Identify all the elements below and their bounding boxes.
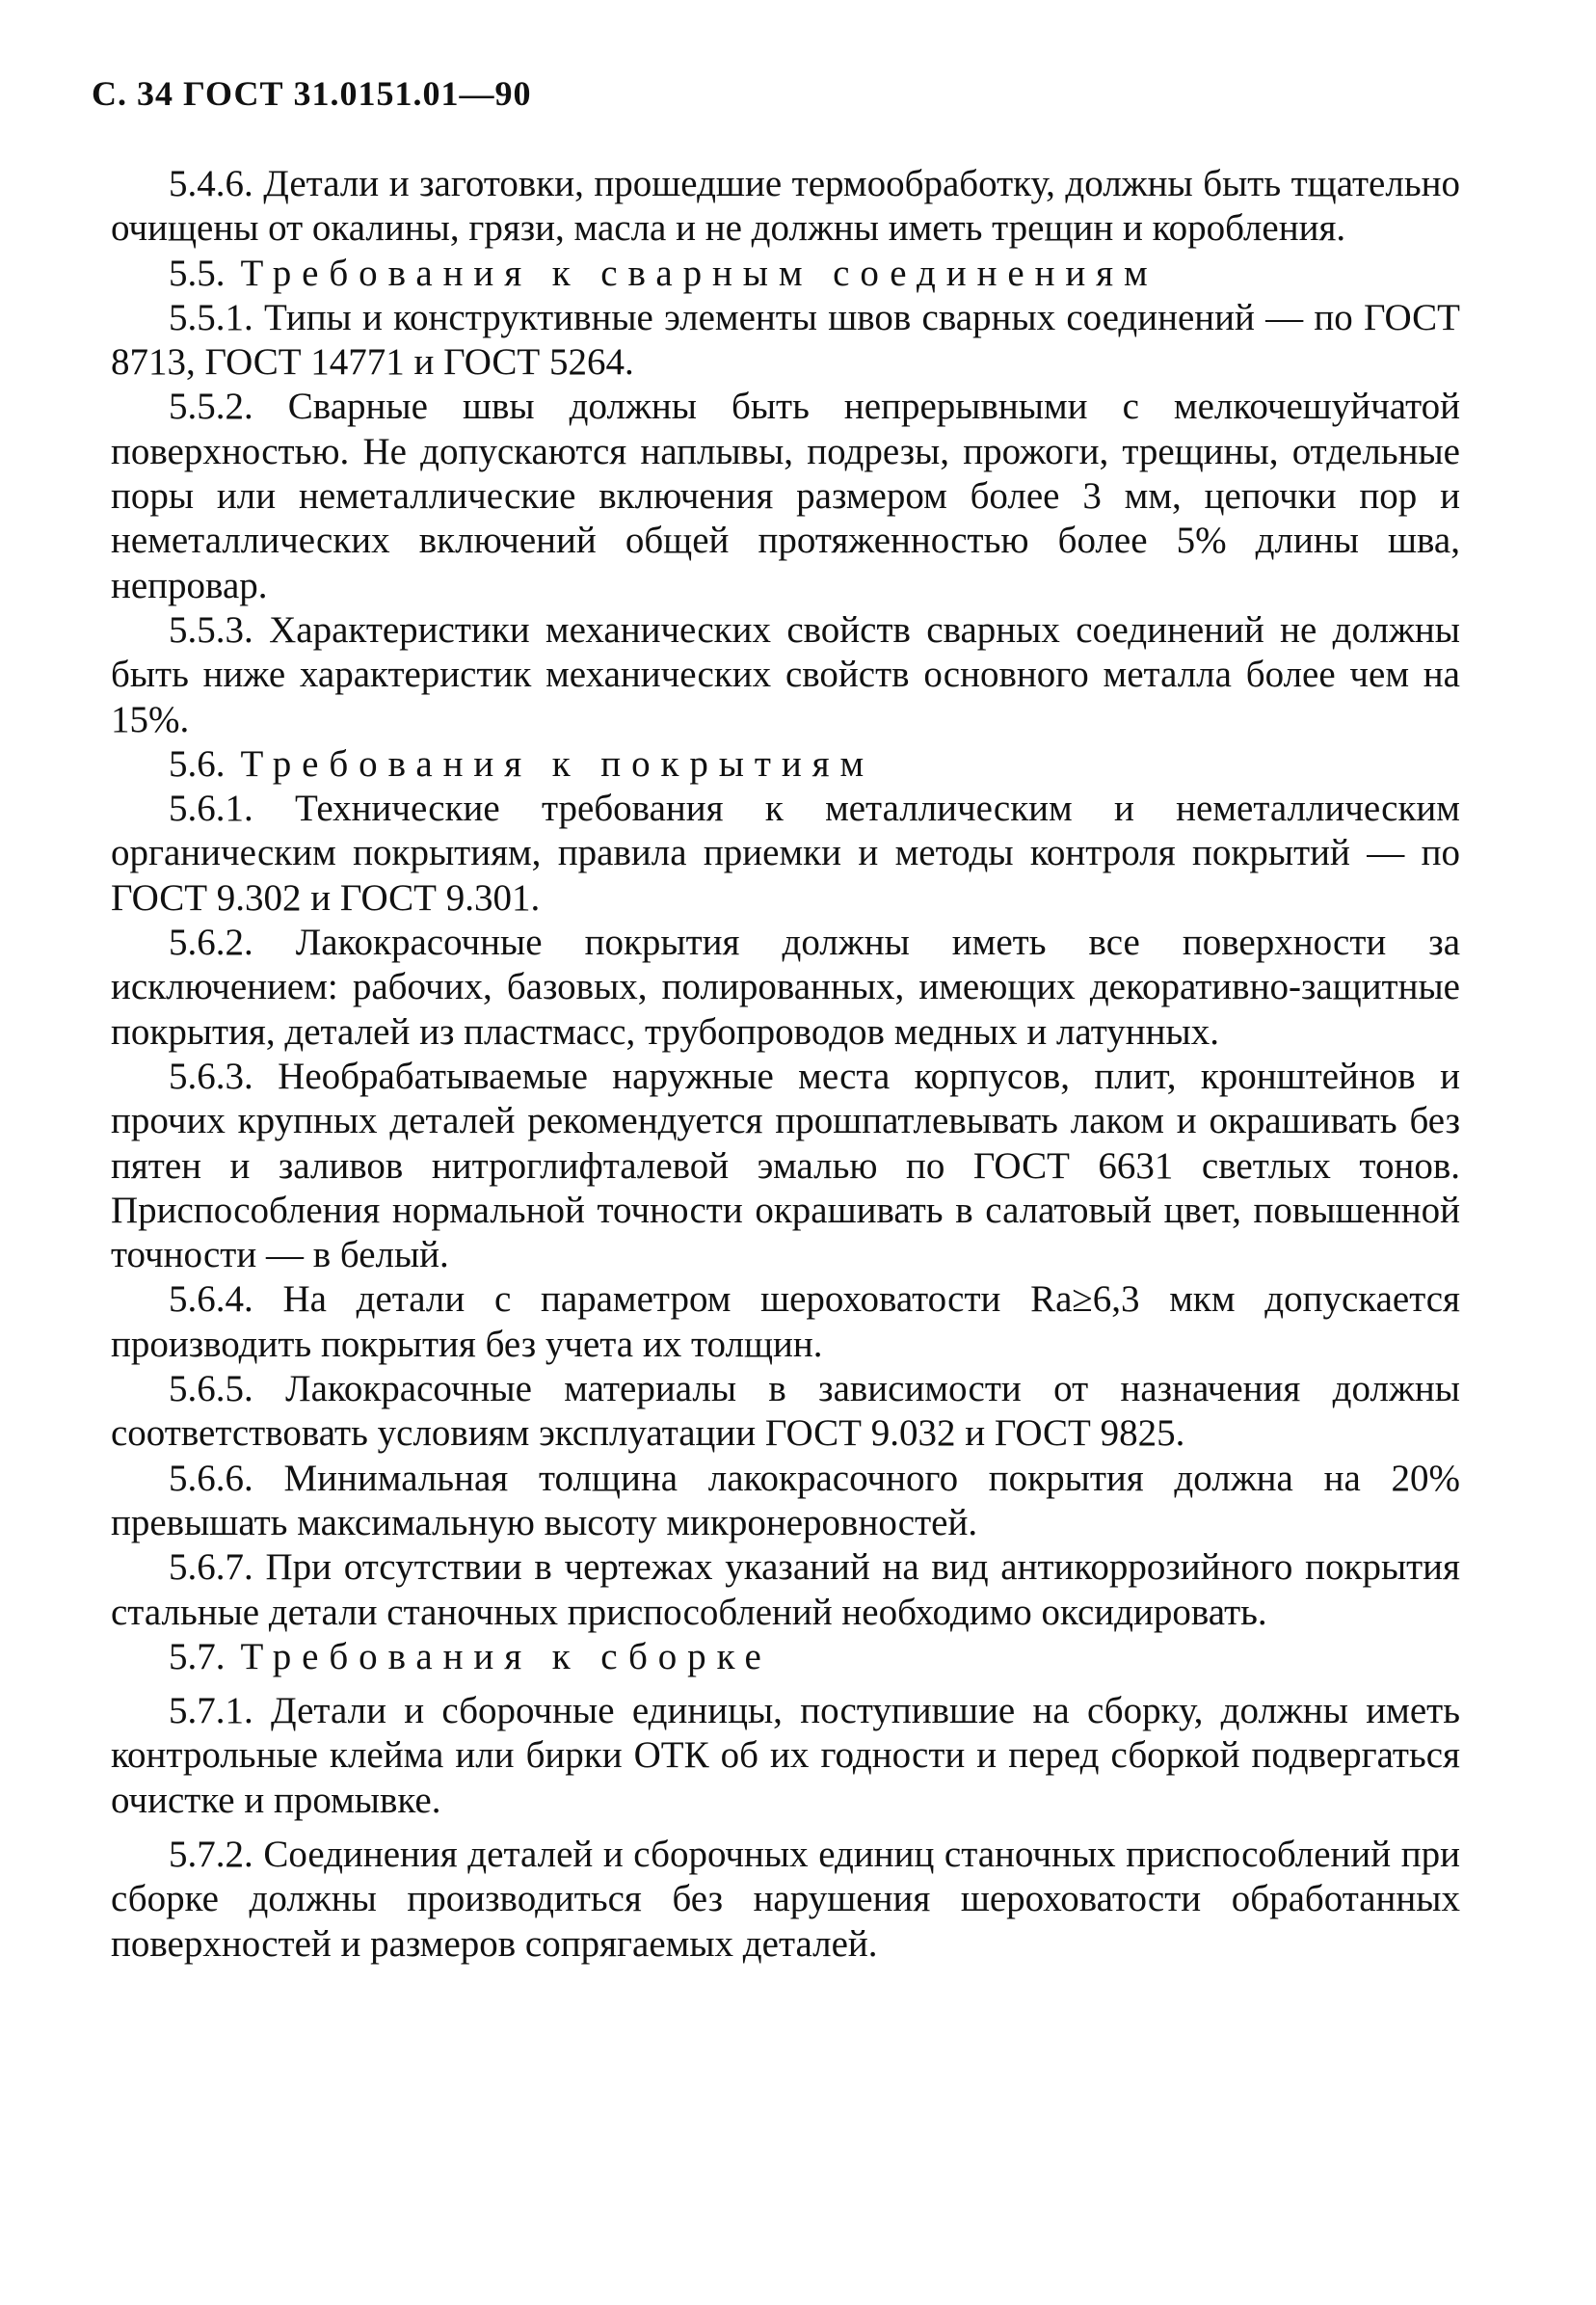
section-heading-5-5 (111, 252, 1460, 296)
paragraph-5-7-1: 5.7.1. Детали и сборочные единицы, поступившие на сборку, должны иметь контрольные клейма или бирки ОТК об их годности и перед сборкой подвергаться очистке и промывке. (111, 1690, 1460, 1821)
paragraph-5-5-3: 5.5.3. Характеристики механических свойств сварных соединений не должны быть ниже характеристик механических свойств основного металла более чем на 15%. (111, 608, 1460, 740)
section-title: Требования к покрытиям (240, 742, 875, 785)
section-number: 5.6. (169, 742, 226, 785)
section-heading-5-7 (111, 1635, 1460, 1679)
body-text (111, 162, 1460, 1967)
paragraph-5-6-3: 5.6.3. Необрабатываемые наружные места корпусов, плит, кронштейнов и прочих крупных деталей рекомендуется прошпатлевывать лаком и окрашивать без пятен и заливов нитроглифталевой эмалью по ГОСТ 6631 светлых тонов. Приспособления нормальной точности окрашивать в салатовый цвет, повышенной точности — в белый. (111, 1055, 1460, 1276)
running-head: С. 34 ГОСТ 31.0151.01—90 (92, 74, 532, 113)
section-number: 5.5. (169, 252, 226, 294)
paragraph-5-5-1: 5.5.1. Типы и конструктивные элементы швов сварных соединений — по ГОСТ 8713, ГОСТ 14771 и ГОСТ 5264. (111, 296, 1460, 384)
section-number: 5.7. (169, 1635, 226, 1677)
section-heading-5-6 (111, 742, 1460, 787)
paragraph-5-4-6: 5.4.6. Детали и заготовки, прошедшие термообработку, должны быть тщательно очищены от окалины, грязи, масла и не должны иметь трещин и коробления. (111, 163, 1460, 250)
paragraph-5-6-5: 5.6.5. Лакокрасочные материалы в зависимости от назначения должны соответствовать условиям эксплуатации ГОСТ 9.032 и ГОСТ 9825. (111, 1368, 1460, 1455)
paragraph-5-6-6: 5.6.6. Минимальная толщина лакокрасочного покрытия должна на 20% превышать максимальную высоту микронеровностей. (111, 1457, 1460, 1543)
section-title: Требования к сварным соединениям (240, 252, 1158, 294)
paragraph-5-7-2: 5.7.2. Соединения деталей и сборочных единиц станочных приспособлений при сборке должны производиться без нарушения шероховатости обработанных поверхностей и размеров сопрягаемых деталей. (111, 1833, 1460, 1965)
paragraph-5-6-1: 5.6.1. Технические требования к металлическим и неметаллическим органическим покрытиям, правила приемки и методы контроля покрытий — по ГОСТ 9.302 и ГОСТ 9.301. (111, 788, 1460, 919)
paragraph-5-6-2: 5.6.2. Лакокрасочные покрытия должны иметь все поверхности за исключением: рабочих, базовых, полированных, имеющих декоративно-защитные покрытия, деталей из пластмасс, трубопроводов медных и латунных. (111, 922, 1460, 1053)
section-title: Требования к сборке (240, 1635, 772, 1677)
paragraph-5-6-4: 5.6.4. На детали с параметром шероховатости Ra≥6,3 мкм допускается производить покрытия без учета их толщин. (111, 1278, 1460, 1365)
paragraph-5-5-2: 5.5.2. Сварные швы должны быть непрерывными с мелкочешуйчатой поверхностью. Не допускаются наплывы, подрезы, прожоги, трещины, отдельные поры или неметаллические включения размером более 3 мм, цепочки пор и неметаллических включений общей протяженностью более 5% длины шва, непровар. (111, 386, 1460, 606)
paragraph-5-6-7: 5.6.7. При отсутствии в чертежах указаний на вид антикоррозийного покрытия стальные детали станочных приспособлений необходимо оксидировать. (111, 1546, 1460, 1633)
